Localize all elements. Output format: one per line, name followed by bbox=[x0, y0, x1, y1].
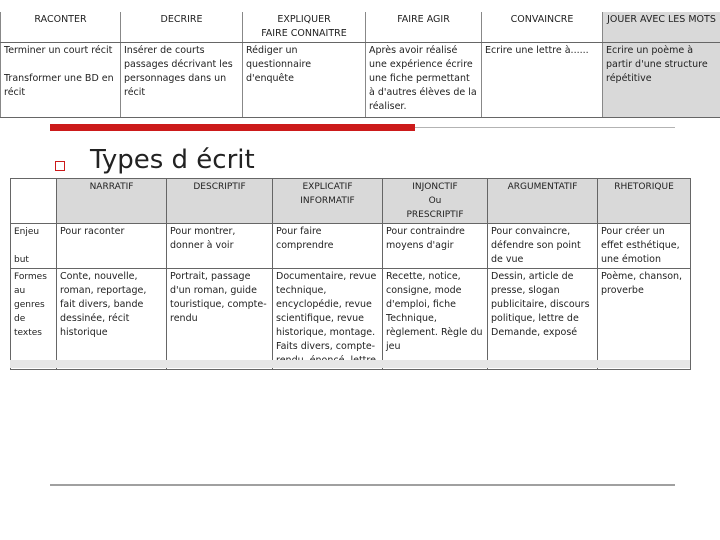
table-cell: Recette, notice, consigne, mode d'emploi, fiche Technique, règlement. Règle du jeu bbox=[383, 269, 488, 370]
table-cell: Portrait, passage d'un roman, guide touristique, compte-rendu bbox=[167, 269, 273, 370]
accent-bar bbox=[50, 124, 415, 131]
row-label-formes: Formes au genres de textes bbox=[11, 269, 57, 370]
table-shadow bbox=[10, 360, 690, 368]
cell-faire-agir: Après avoir réalisé une expérience écrire une fiche permettant à d'autres élèves de la réaliser. bbox=[366, 43, 482, 118]
header-argumentatif: ARGUMENTATIF bbox=[488, 179, 598, 224]
table-cell: Conte, nouvelle, roman, reportage, fait divers, bande dessinée, récit historique bbox=[57, 269, 167, 370]
text-types-table bbox=[10, 178, 691, 370]
cell-convaincre: Ecrire une lettre à...... bbox=[482, 43, 603, 118]
table-cell: Pour contraindre moyens d'agir bbox=[383, 224, 488, 269]
writing-activities-table bbox=[0, 12, 720, 118]
cell-jouer-avec-les-mots: Ecrire un poème à partir d'une structure répétitive bbox=[603, 43, 720, 118]
header-convaincre: CONVAINCRE bbox=[482, 12, 603, 43]
header-explicatif: EXPLICATIF INFORMATIF bbox=[273, 179, 383, 224]
header-descriptif: DESCRIPTIF bbox=[167, 179, 273, 224]
footer-divider bbox=[50, 484, 675, 486]
table-row bbox=[11, 269, 691, 370]
table-cell: Poème, chanson, proverbe bbox=[598, 269, 691, 370]
table-cell: Pour montrer, donner à voir bbox=[167, 224, 273, 269]
table-header-row bbox=[11, 179, 691, 224]
table-cell: Pour raconter bbox=[57, 224, 167, 269]
slide-heading: Types d écrit bbox=[90, 145, 255, 175]
table-cell: Documentaire, revue technique, encyclopédie, revue scientifique, revue historique, montage. Faits divers, compte- bbox=[273, 269, 383, 370]
header-decrire: DECRIRE bbox=[121, 12, 243, 43]
table-row bbox=[1, 43, 720, 118]
table-header-row bbox=[1, 12, 720, 43]
header-narratif: NARRATIF bbox=[57, 179, 167, 224]
header-jouer-avec-les-mots: JOUER AVEC LES MOTS bbox=[603, 12, 720, 43]
table-cell: Pour créer un effet esthétique, une émotion bbox=[598, 224, 691, 269]
table-cell: Pour faire comprendre bbox=[273, 224, 383, 269]
cell-decrire: Insérer de courts passages décrivant les personnages dans un récit bbox=[121, 43, 243, 118]
table-row bbox=[11, 224, 691, 269]
table-cell: Pour convaincre, défendre son point de vue bbox=[488, 224, 598, 269]
header-raconter: RACONTER bbox=[1, 12, 121, 43]
cell-raconter: Terminer un court récit Transformer une BD en récit bbox=[1, 43, 121, 118]
header-injonctif: INJONCTIF Ou PRESCRIPTIF bbox=[383, 179, 488, 224]
header-rhetorique: RHETORIQUE bbox=[598, 179, 691, 224]
cell-expliquer: Rédiger un questionnaire d'enquête bbox=[243, 43, 366, 118]
header-expliquer: EXPLIQUER FAIRE CONNAITRE bbox=[243, 12, 366, 43]
row-label-enjeu: Enjeu but bbox=[11, 224, 57, 269]
header-empty bbox=[11, 179, 57, 224]
table-cell: Dessin, article de presse, slogan publicitaire, discours politique, lettre de Demande, exposé bbox=[488, 269, 598, 370]
header-faire-agir: FAIRE AGIR bbox=[366, 12, 482, 43]
divider-line bbox=[415, 127, 675, 128]
bullet-square-icon bbox=[55, 161, 65, 171]
